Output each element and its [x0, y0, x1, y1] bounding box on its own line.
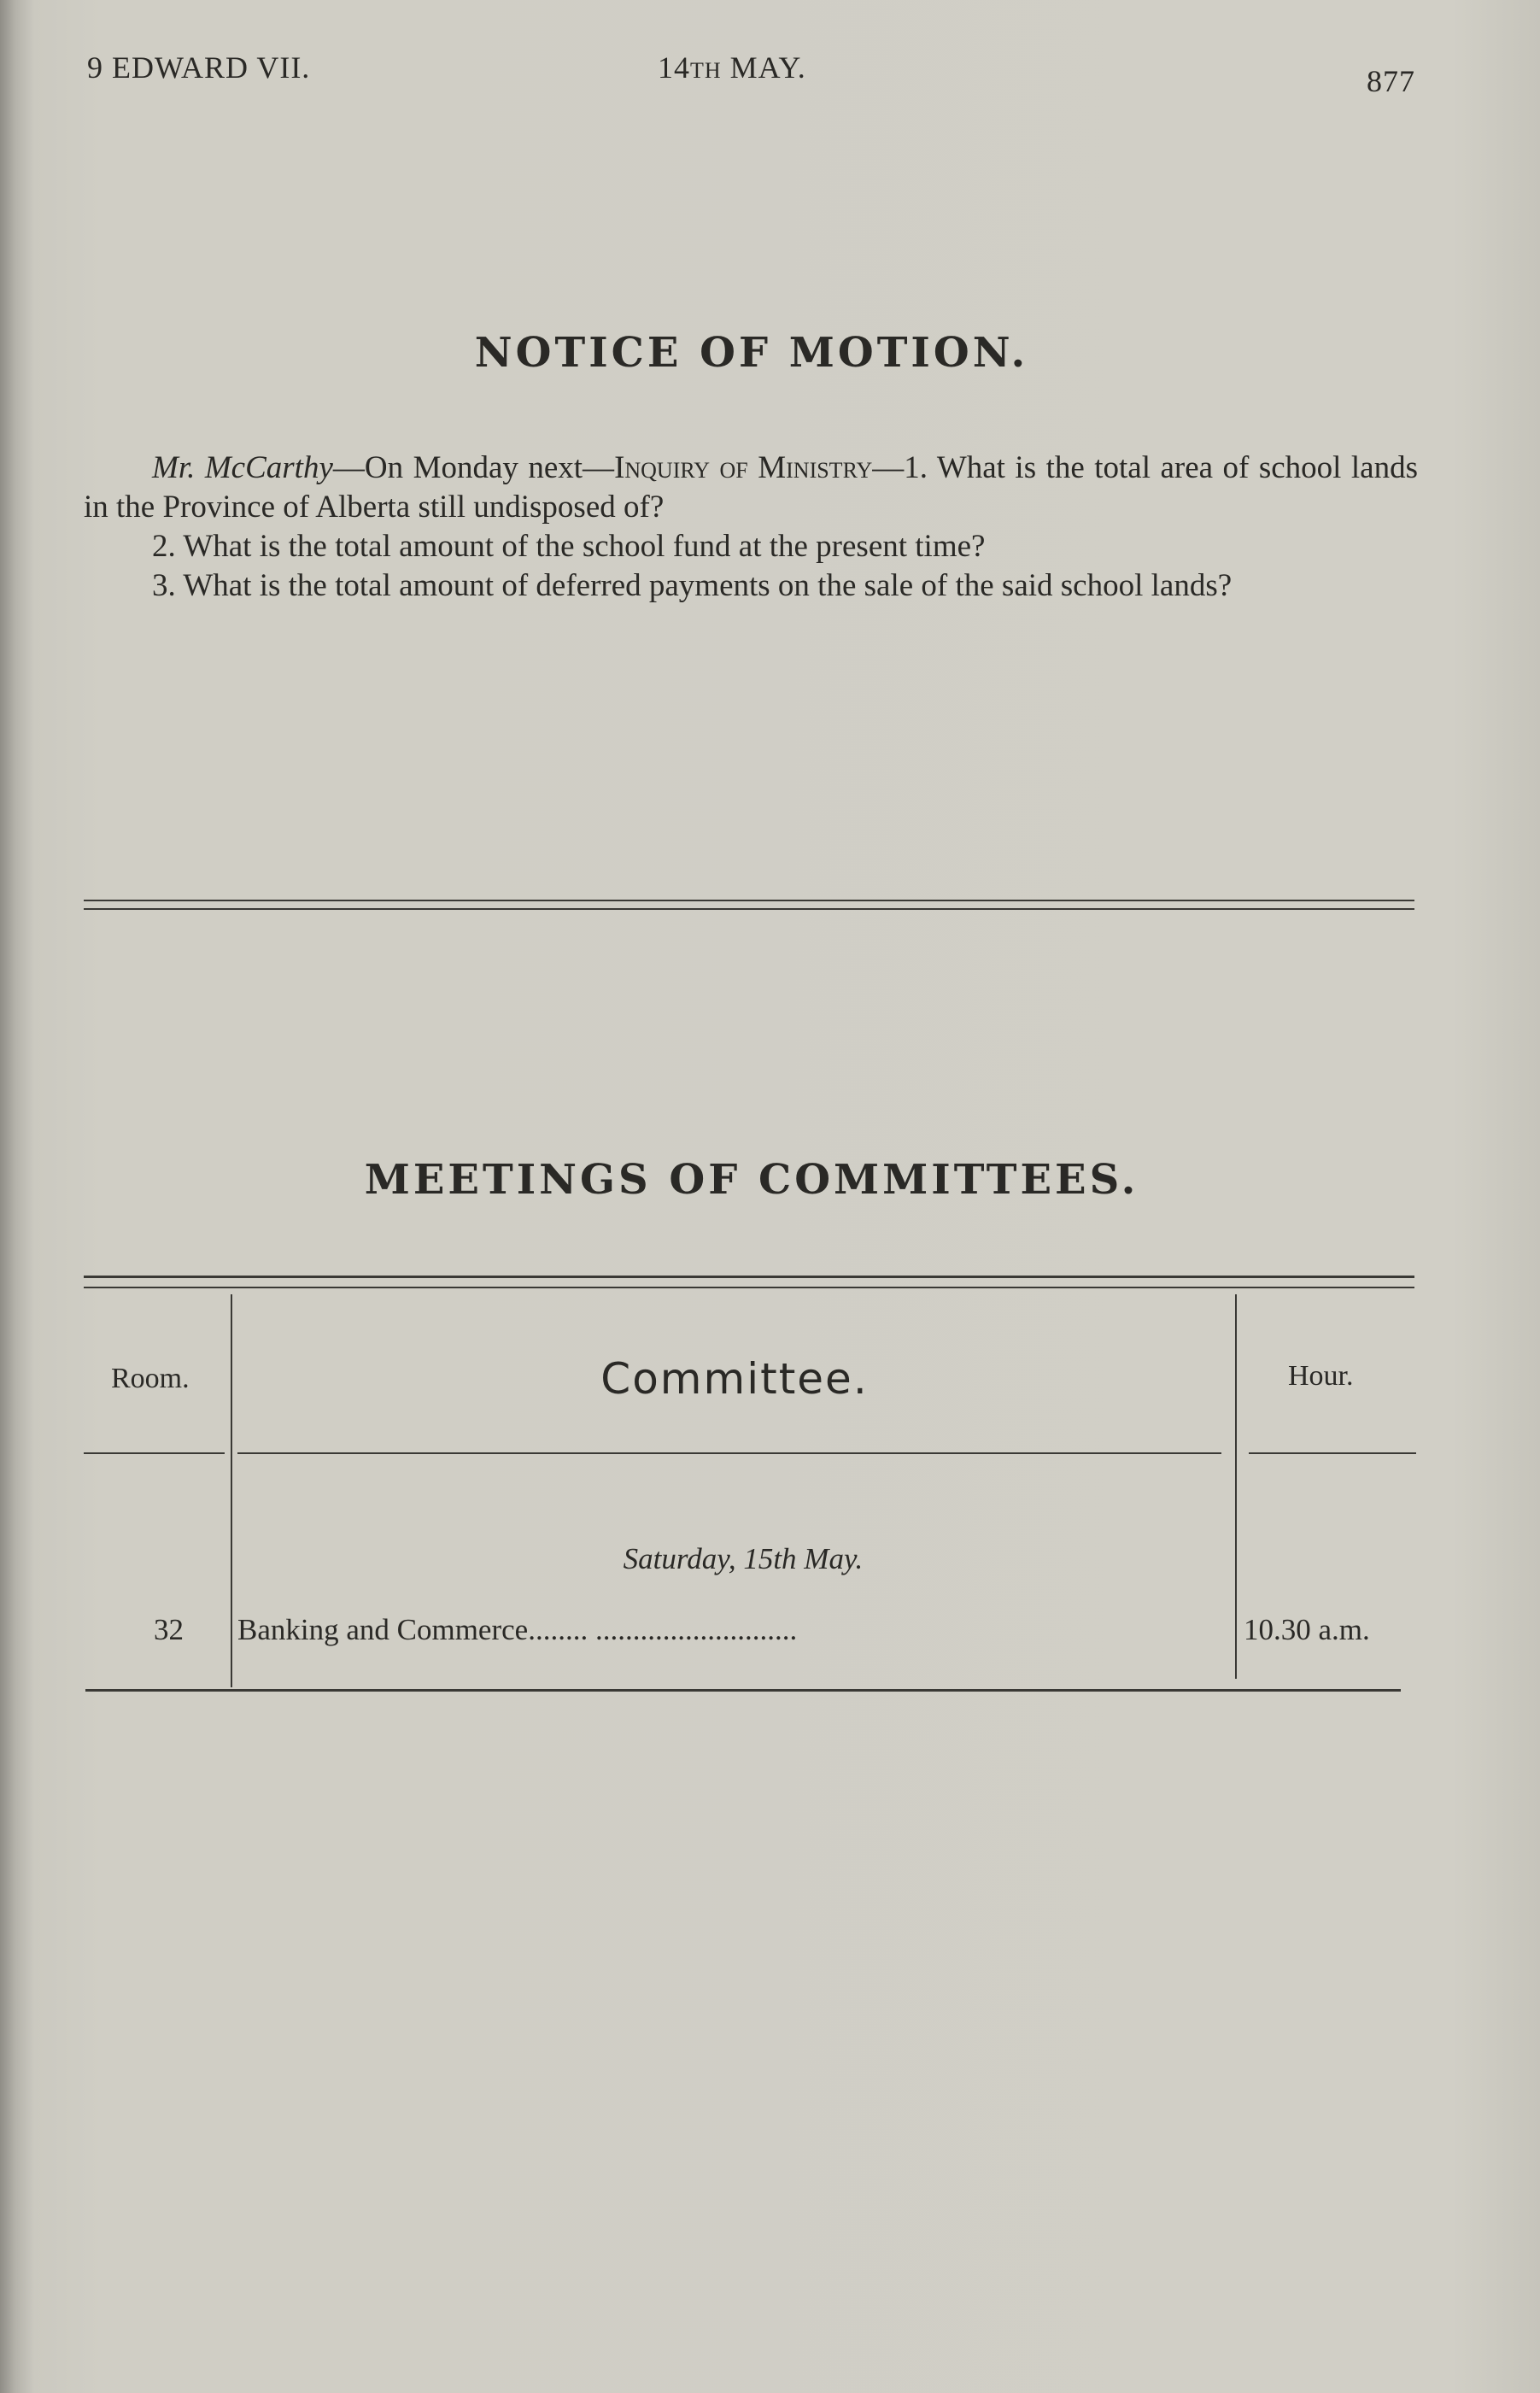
table-top-rule — [84, 1276, 1414, 1288]
committee-name: Banking and Commerce — [237, 1613, 529, 1646]
running-head-day: 14 — [658, 50, 690, 85]
member-name: Mr. McCarthy — [152, 450, 333, 485]
table-cell-committee — [237, 1613, 1177, 1647]
column-header-room: Room. — [111, 1363, 190, 1394]
page-number: 877 — [1367, 64, 1415, 98]
running-head-day-suffix: TH — [690, 58, 722, 83]
table-column-divider — [231, 1294, 232, 1687]
running-head-left: 9 EDWARD VII. — [87, 50, 311, 85]
motion-paragraph-1 — [84, 449, 1418, 527]
notice-of-motion-title: NOTICE OF MOTION. — [474, 329, 1029, 377]
header-rule — [84, 1452, 225, 1454]
meeting-day-heading: Saturday, 15th May. — [623, 1542, 864, 1575]
table-cell-room: 32 — [154, 1613, 184, 1646]
section-divider — [84, 900, 1414, 910]
running-head-date — [658, 50, 806, 85]
table-column-divider — [1235, 1294, 1237, 1679]
column-header-committee: Committee. — [600, 1354, 869, 1404]
table-bottom-rule — [85, 1689, 1401, 1692]
motion-lead: —On Monday next— — [332, 450, 615, 485]
header-rule — [237, 1452, 1221, 1454]
notice-of-motion-body — [84, 449, 1418, 606]
inquiry-label: Inquiry of Ministry — [614, 450, 873, 485]
question-3: 3. What is the total amount of deferred payments on the sale of the said school lands? — [152, 568, 1233, 603]
meetings-of-committees-title: MEETINGS OF COMMITTEES. — [364, 1156, 1139, 1204]
question-2: 2. What is the total amount of the school fund at the present time? — [152, 529, 986, 564]
table-cell-hour: 10.30 a.m. — [1244, 1613, 1370, 1646]
column-header-hour: Hour. — [1288, 1360, 1354, 1392]
question-1: —1. What is the total area of school lands in the Province of Alberta still undisposed of? — [84, 450, 1418, 525]
running-head-month: MAY. — [729, 50, 806, 85]
header-rule — [1249, 1452, 1416, 1454]
dot-leader: ........ ........................... — [528, 1613, 798, 1646]
